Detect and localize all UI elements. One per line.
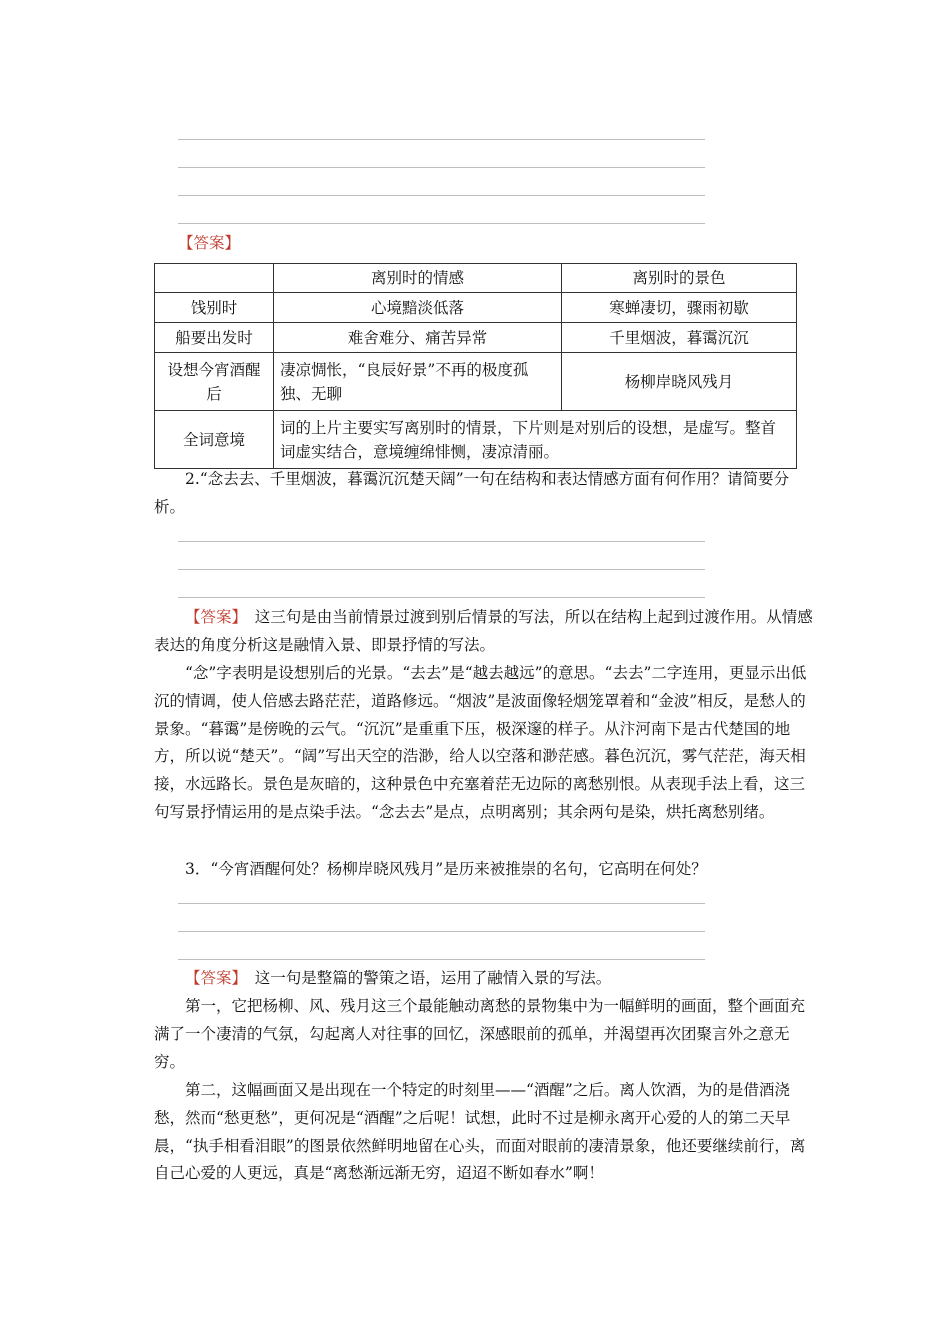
answer-line	[178, 541, 705, 542]
table-cell: 凄凉惆怅，“良辰好景”不再的极度孤独、无聊	[274, 353, 562, 411]
answer-label: 【答案】	[185, 969, 240, 987]
answer-label: 【答案】	[178, 234, 241, 252]
answer-text: 这一句是整篇的警策之语，运用了融情入景的写法。	[254, 969, 612, 987]
question-3: 3．“今宵酒醒何处？杨柳岸晓风残月”是历来被推崇的名句，它高明在何处？	[185, 860, 707, 878]
answer-line	[178, 569, 705, 570]
table-header-scenery: 离别时的景色	[562, 264, 797, 293]
table-cell: 心境黯淡低落	[274, 293, 562, 323]
table-corner-cell	[155, 264, 274, 293]
answer-3-para-3: 第二，这幅画面又是出现在一个特定的时刻里——“酒醒”之后。离人饮酒，为的是借酒浇愁，然而“愁更愁”，更何况是“酒醒”之后呢！试想，此时不过是柳永离开心爱的人的第二天早晨，“执手相看泪眼”的图景依然鲜明地留在心头，而面对眼前的凄清景象，他还要继续前行，离自己心爱的人更远，真是“离愁渐远渐无穷，迢迢不断如春水”啊！	[154, 1081, 806, 1183]
answer-table	[154, 263, 797, 469]
answer-line	[178, 597, 705, 598]
answer-line	[178, 139, 705, 140]
answer-2-para-2: “念”字表明是设想别后的光景。“去去”是“越去越远”的意思。“去去”二字连用，更显示出低沉的情调，使人倍感去路茫茫，道路修远。“烟波”是波面像轻烟笼罩着和“金波”相反，是愁人的景象。“暮霭”是傍晚的云气。“沉沉”是重重下压，极深邃的样子。从汴河南下是古代楚国的地方，所以说“楚天”。“阔”写出天空的浩渺，给人以空落和渺茫感。暮色沉沉，雾气茫茫，海天相接，水远路长。景色是灰暗的，这种景色中充塞着茫无边际的离愁别恨。从表现手法上看，这三句写景抒情运用的是点染手法。“念去去”是点，点明离别；其余两句是染，烘托离愁别绪。	[154, 664, 807, 821]
answer-line	[178, 195, 705, 196]
table-summary-cell: 词的上片主要实写离别时的情景，下片则是对别后的设想，是虚写。整首词虚实结合，意境缠绵悱恻，凄凉清丽。	[274, 411, 797, 469]
answer-label: 【答案】	[185, 608, 240, 626]
table-cell: 寒蝉凄切，骤雨初歇	[562, 293, 797, 323]
table-cell: 难舍难分、痛苦异常	[274, 323, 562, 353]
answer-3-para-1	[154, 965, 814, 993]
answer-3-para-2: 第一，它把杨柳、风、残月这三个最能触动离愁的景物集中为一幅鲜明的画面，整个画面充满了一个凄清的气氛，勾起离人对往事的回忆，深感眼前的孤单，并渴望再次团聚言外之意无穷。	[154, 997, 806, 1071]
answer-text: 这三句是由当前情景过渡到别后情景的写法，所以在结构上起到过渡作用。从情感表达的角度分析这是融情入景、即景抒情的写法。	[154, 608, 813, 654]
table-row-label: 饯别时	[155, 293, 274, 323]
answer-2-para-1	[154, 604, 814, 660]
answer-line	[178, 167, 705, 168]
table-row-label: 全词意境	[155, 411, 274, 469]
table-header-emotion: 离别时的情感	[274, 264, 562, 293]
table-cell: 杨柳岸晓风残月	[562, 353, 797, 411]
question-2: 2.“念去去、千里烟波，暮霭沉沉楚天阔”一句在结构和表达情感方面有何作用？请简要分析。	[154, 470, 790, 516]
table-row-label: 船要出发时	[155, 323, 274, 353]
answer-line	[178, 223, 705, 224]
answer-line	[178, 931, 705, 932]
answer-line	[178, 959, 705, 960]
answer-line	[178, 903, 705, 904]
table-cell: 千里烟波，暮霭沉沉	[562, 323, 797, 353]
table-row-label: 设想今宵酒醒后	[155, 353, 274, 411]
